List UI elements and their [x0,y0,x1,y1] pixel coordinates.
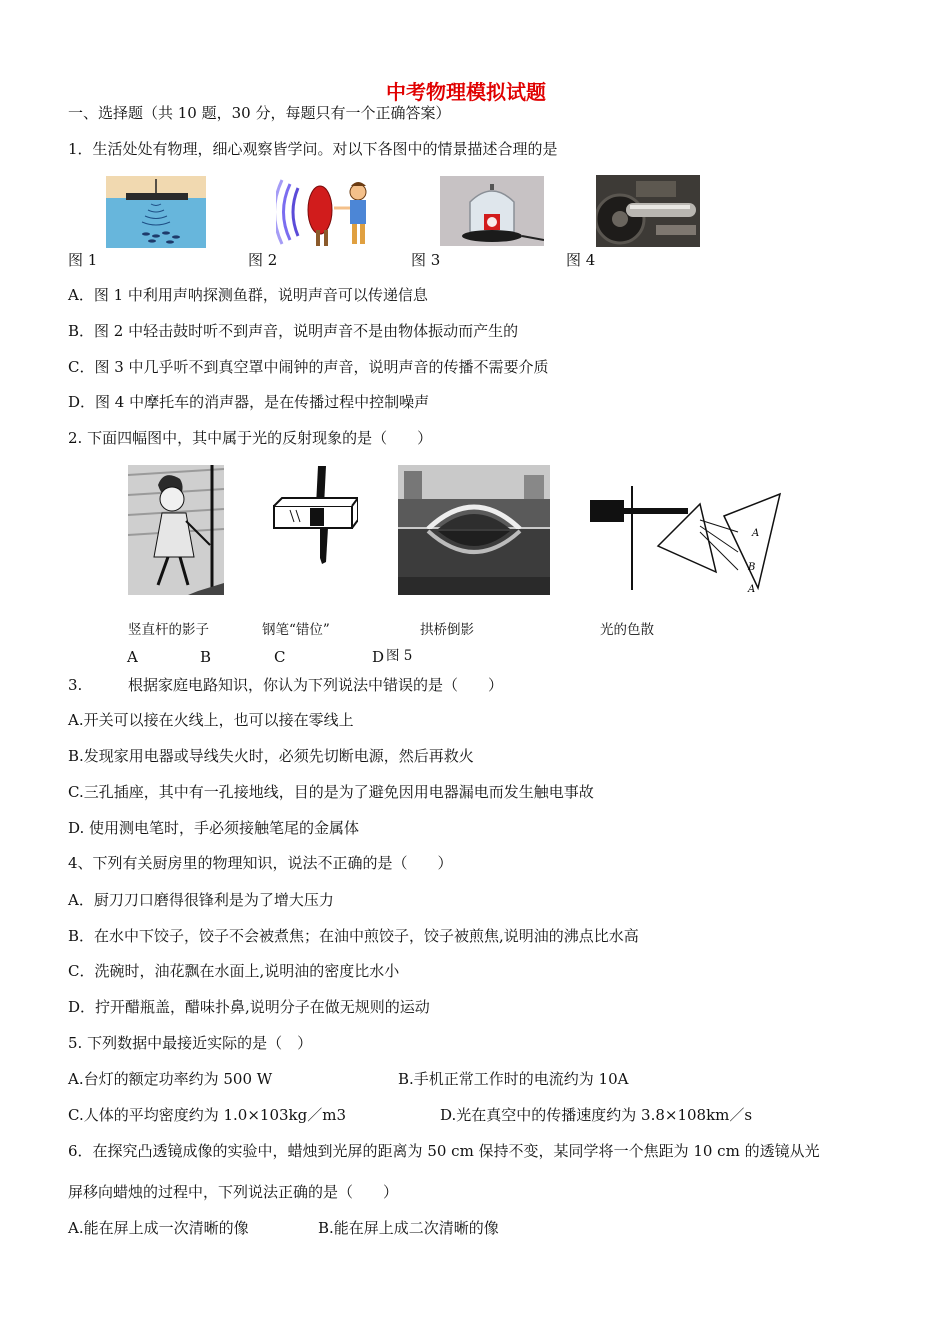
figure-4-caption: 图 4 [566,251,596,269]
figure-2-drum-image [276,178,382,246]
q5-option-c: C.人体的平均密度约为 1.0×103kg／m3 [68,1106,346,1124]
figure-2-caption: 图 2 [248,251,278,269]
q2-caption-b: 钢笔“错位” [262,622,330,638]
page-title: 中考物理模拟试题 [386,80,546,104]
q4-option-a: A．厨刀刀口磨得很锋利是为了增大压力 [68,891,334,909]
q2-letter-d: D [372,648,385,666]
figure-4-muffler-image [596,175,700,247]
q1-option-d: D．图 4 中摩托车的消声器，是在传播过程中控制噪声 [68,393,430,411]
q3-option-b: B.发现家用电器或导线失火时，必须先切断电源，然后再救火 [68,747,474,765]
q1-option-a: A．图 1 中利用声呐探测鱼群，说明声音可以传递信息 [68,286,428,304]
q2-figure-d-prism-image [588,486,788,598]
q2-letter-a: A [127,648,138,666]
q1-option-c: C．图 3 中几乎听不到真空罩中闹钟的声音，说明声音的传播不需要介质 [68,358,549,376]
q6-stem-line2: 屏移向蜡烛的过程中，下列说法正确的是（ ） [68,1183,399,1201]
q2-caption-a: 竖直杆的影子 [128,622,209,638]
figure-1-sonar-image [106,176,206,248]
figure-3-bell-jar-image [440,176,544,246]
q2-letter-b: B [200,648,212,666]
q3-option-a: A.开关可以接在火线上，也可以接在零线上 [68,711,354,729]
q6-option-b: B.能在屏上成二次清晰的像 [318,1219,499,1237]
q2-figure-b-pen-image [270,466,358,566]
q5-option-a: A.台灯的额定功率约为 500 W [68,1070,273,1088]
q1-option-b: B．图 2 中轻击鼓时听不到声音，说明声音不是由物体振动而产生的 [68,322,519,340]
q2-stem: 2. 下面四幅图中，其中属于光的反射现象的是（ ） [68,429,433,447]
q2-caption-c: 拱桥倒影 [420,622,474,638]
q4-option-d: D．拧开醋瓶盖，醋味扑鼻,说明分子在做无规则的运动 [68,998,430,1016]
q5-option-d: D.光在真空中的传播速度约为 3.8×108km／s [440,1106,753,1124]
q1-stem: 1．生活处处有物理，细心观察皆学问。对以下各图中的情景描述合理的是 [68,140,558,158]
figure-5-caption: 图 5 [386,648,413,664]
figure-1-caption: 图 1 [68,251,98,269]
q2-letter-c: C [274,648,286,666]
q4-option-c: C．洗碗时，油花飘在水面上,说明油的密度比水小 [68,962,400,980]
section-heading: 一、选择题（共 10 题，30 分，每题只有一个正确答案） [68,104,451,122]
prism-label-b: B [748,562,756,573]
q3-option-d: D. 使用测电笔时，手必须接触笔尾的金属体 [68,819,360,837]
q2-figure-a-shadow-image [128,465,224,595]
prism-label-a2: A [748,584,756,595]
q6-option-a: A.能在屏上成一次清晰的像 [68,1219,249,1237]
q5-stem: 5. 下列数据中最接近实际的是（ ） [68,1034,313,1052]
q4-option-b: B．在水中下饺子，饺子不会被煮焦；在油中煎饺子，饺子被煎焦,说明油的沸点比水高 [68,927,639,945]
q2-figure-c-bridge-image [398,465,550,595]
q6-stem-line1: 6．在探究凸透镜成像的实验中，蜡烛到光屏的距离为 50 cm 保持不变，某同学将一个焦距为 10 cm 的透镜从光 [68,1142,820,1160]
q3-number: 3. [68,676,83,694]
prism-label-a1: A [752,528,760,539]
q2-caption-d: 光的色散 [600,622,654,638]
q3-option-c: C.三孔插座，其中有一孔接地线，目的是为了避免因用电器漏电而发生触电事故 [68,783,594,801]
figure-3-caption: 图 3 [411,251,441,269]
q5-option-b: B.手机正常工作时的电流约为 10A [398,1070,629,1088]
q4-stem: 4、下列有关厨房里的物理知识，说法不正确的是（ ） [68,854,453,872]
q3-stem: 根据家庭电路知识，你认为下列说法中错误的是（ ） [128,676,504,694]
